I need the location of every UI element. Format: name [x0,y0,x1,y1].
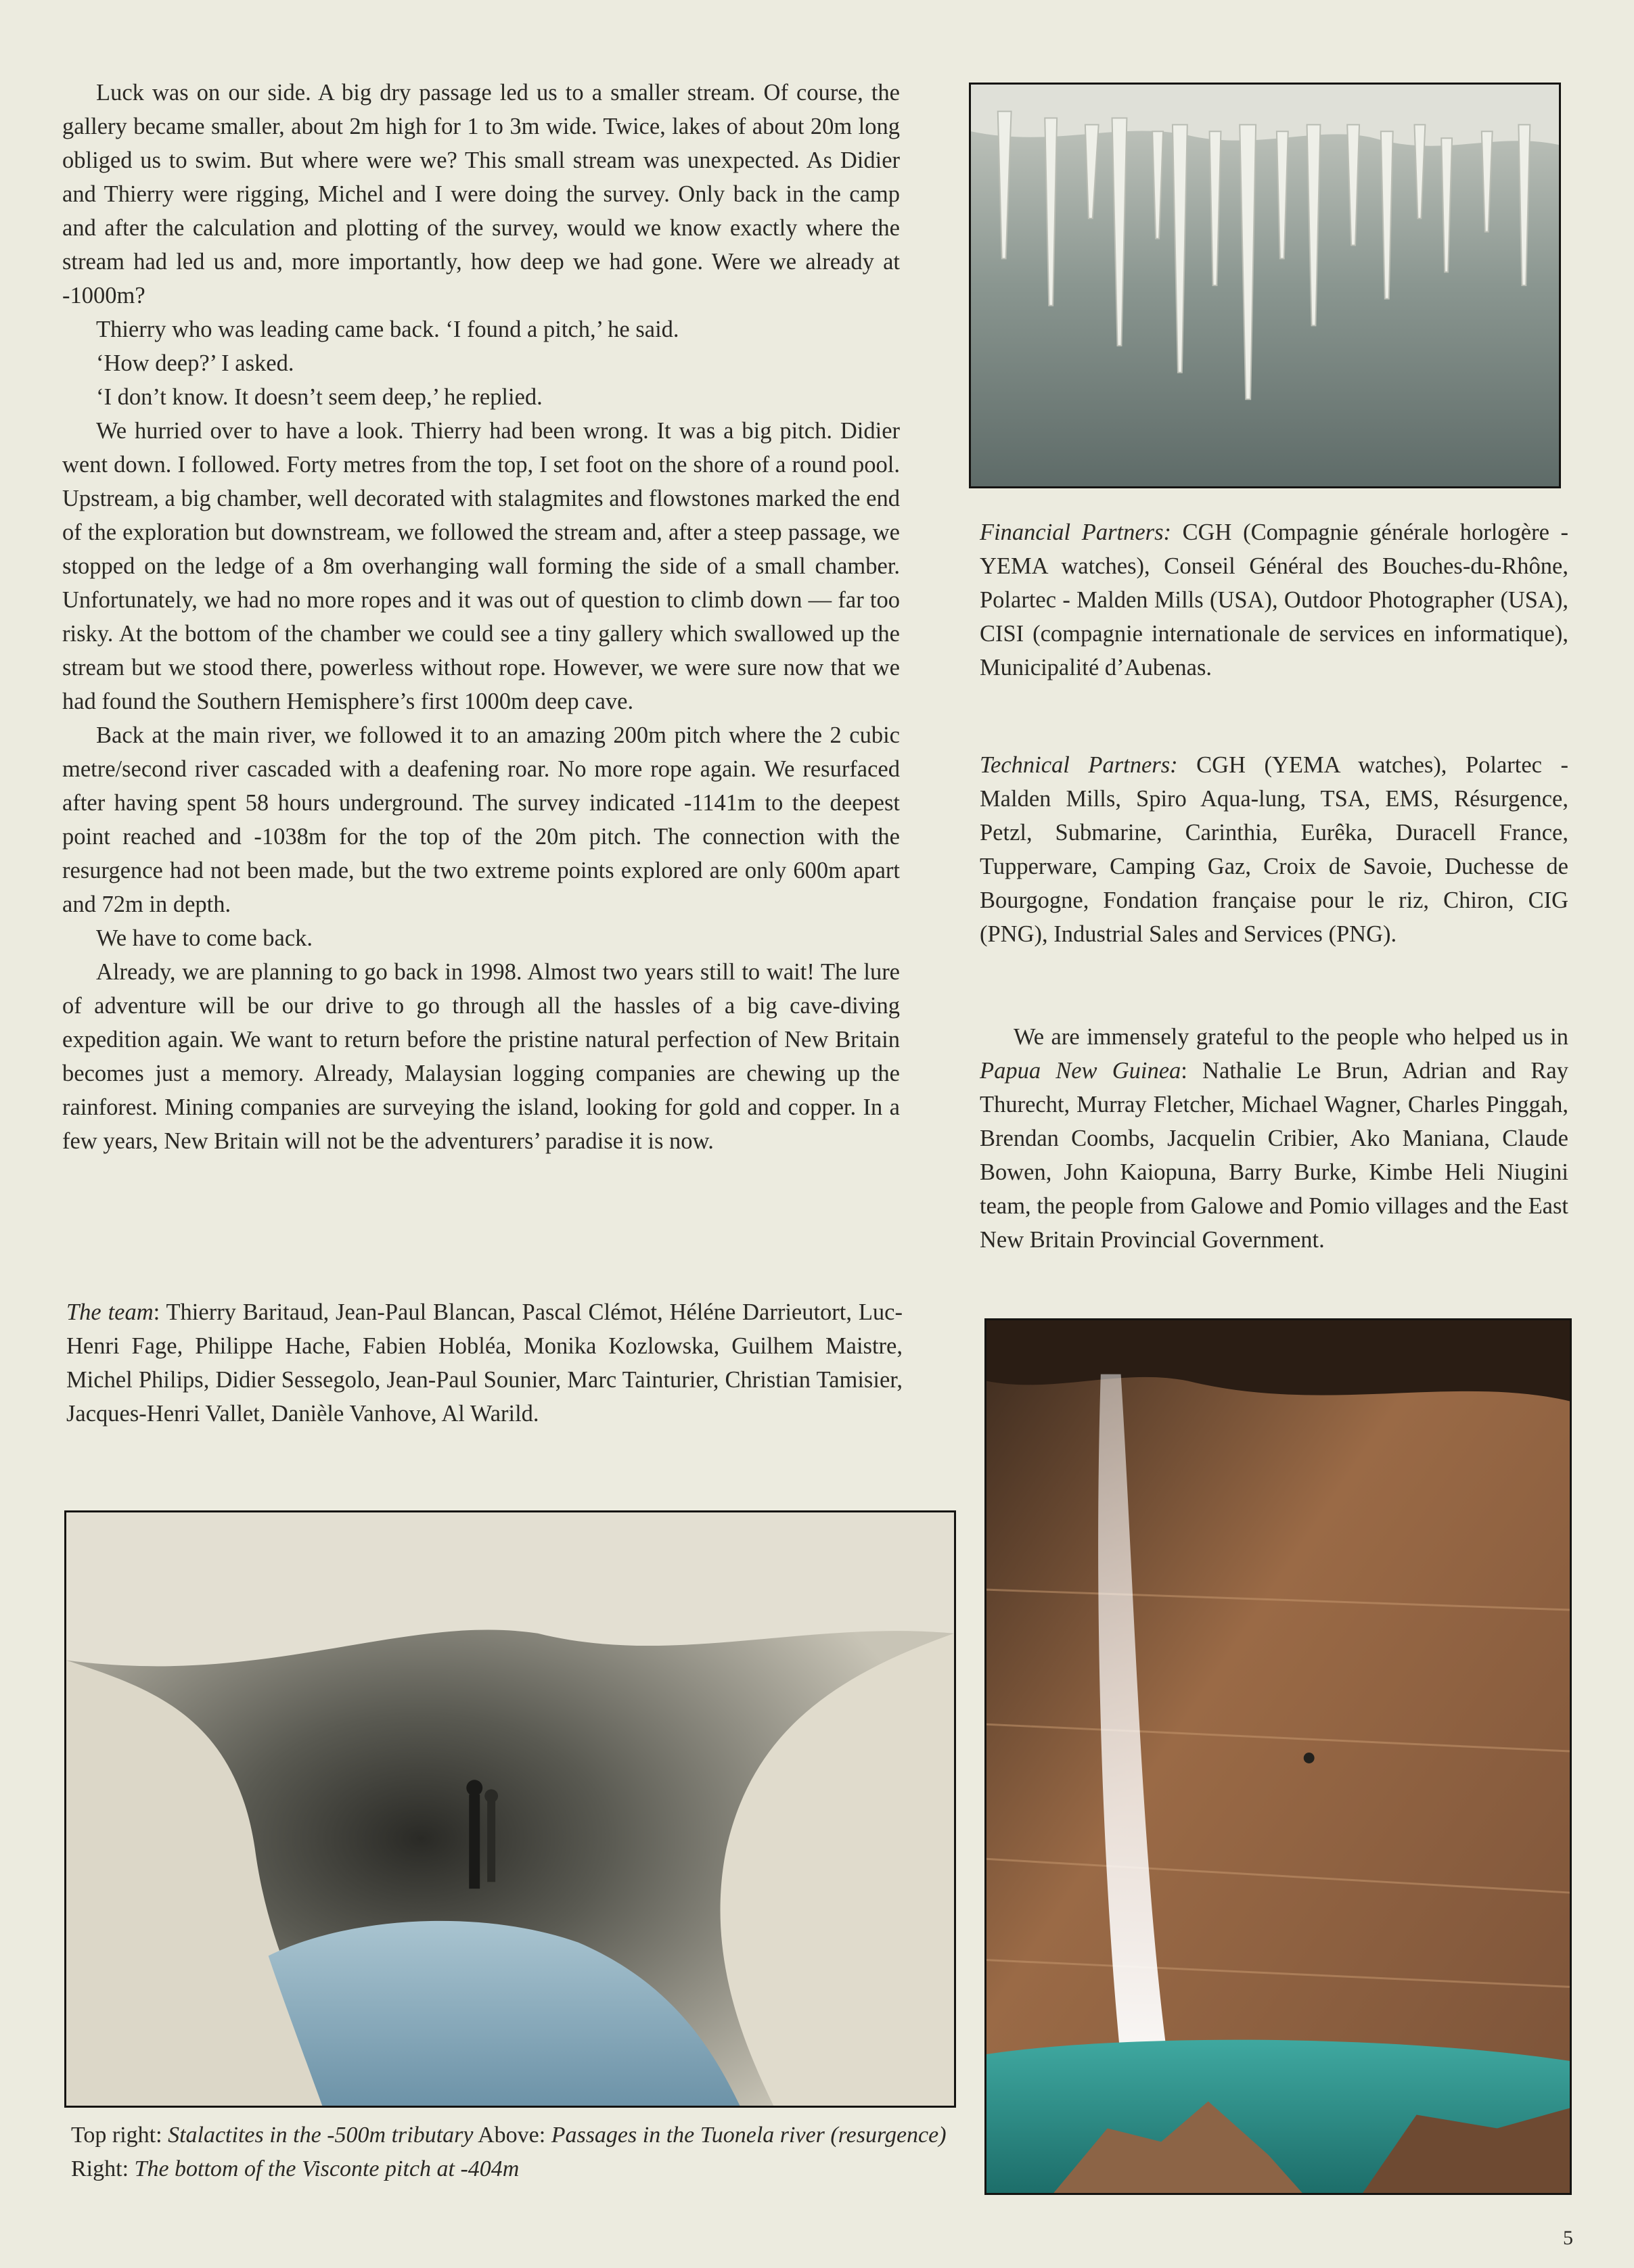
team-names: : Thierry Baritaud, Jean-Paul Blancan, Pascal Clémot, Héléne Darrieutort, Luc-Henri Fage, Philippe Hache, Fabien Hobléa, Monika Kozlowska, Guilhem Maistre, Michel Philips, Didier Sessegolo, Jean-Paul Sounier, Marc Tainturier, Christian Tamisier, Jacques-Henri Vallet, Danièle Vanhove, Al Warild. [66,1299,903,1427]
article-body [62,76,900,1158]
photo-captions [71,2119,954,2186]
paragraph: Luck was on our side. A big dry passage led us to a smaller stream. Of course, the gallery became smaller, about 2m high for 1 to 3m wide. Twice, lakes of about 20m long obliged us to swim. But where were we? This small stream was unexpected. As Didier and Thierry were rigging, Michel and I were doing the survey. Only back in the camp and after the calculation and plotting of the survey, would we know exactly where the stream had led us and, more importantly, how deep we had gone. Were we already at -1000m? [62,80,900,308]
thanks-intro: We are immensely grateful to the people who helped us in [1014,1024,1568,1050]
financial-text: CGH (Compagnie générale horlogère - YEMA watches), Conseil Général des Bouches-du-Rhône, Polartec - Malden Mills (USA), Outdoor Photographer (USA), CISI (compagnie internationale de services en informatique), Municipalité d’Aubenas. [980,519,1569,680]
technical-text: CGH (YEMA watches), Polartec - Malden Mills, Spiro Aqua-lung, TSA, EMS, Résurgence, Petzl, Submarine, Carinthia, Eurêka, Duracell France, Tupperware, Camping Gaz, Croix de Savoie, Duchesse de Bourgogne, Fondation française pour le riz, Chiron, CIG (PNG), Industrial Sales and Services (PNG). [980,752,1568,947]
technical-label: Technical Partners: [980,752,1178,778]
technical-partners [980,748,1568,951]
caption-top-right-label: Top right: [71,2123,168,2148]
stalactites-photo [969,83,1561,488]
team-label: The team [66,1299,154,1325]
paragraph: Already, we are planning to go back in 1998. Almost two years still to wait! The lure of adventure will be our drive to go through all the hassles of a big cave-diving expedition again. We want to return before the pristine natural perfection of New Britain becomes just a memory. Already, Malaysian logging companies are chewing up the rainforest. Mining companies are surveying the island, looking for gold and copper. In a few years, New Britain will not be the adventurers’ paradise it is now. [62,959,900,1154]
team-credits [66,1295,903,1431]
acknowledgements [980,1020,1568,1257]
page-number: 5 [1563,2227,1573,2249]
financial-partners [980,515,1568,685]
caption-top-right-text: Stalactites in the -500m tributary [168,2123,474,2148]
passage-photo [64,1510,956,2108]
thanks-names: : Nathalie Le Brun, Adrian and Ray Thurecht, Murray Fletcher, Michael Wagner, Charles Pinggah, Brendan Coombs, Jacquelin Cribier, Ako Maniana, Claude Bowen, John Kaiopuna, Barry Burke, Kimbe Heli Niugini team, the people from Galowe and Pomio villages and the East New Britain Provincial Government. [980,1058,1568,1253]
financial-label: Financial Partners: [980,519,1172,545]
pitch-photo [984,1318,1572,2195]
paragraph: We have to come back. [96,925,313,951]
caption-above-text: Passages in the Tuonela river (resurgence) [551,2123,947,2148]
paragraph: ‘How deep?’ I asked. [96,350,294,376]
caption-right-text: The bottom of the Visconte pitch at -404m [134,2156,520,2181]
caption-right-label: Right: [71,2156,135,2181]
paragraph: Back at the main river, we followed it to an amazing 200m pitch where the 2 cubic metre/second river cascaded with a deafening roar. No more rope again. We resurfaced after having spent 58 hours underground. The survey indicated -1141m to the deepest point reached and -1038m for the top of the 20m pitch. The connection with the resurgence had not been made, but the two extreme points explored are only 600m apart and 72m in depth. [62,722,900,917]
paragraph: We hurried over to have a look. Thierry had been wrong. It was a big pitch. Didier went down. I followed. Forty metres from the top, I set foot on the shore of a round pool. Upstream, a big chamber, well decorated with stalagmites and flowstones marked the end of the exploration but downstream, we followed the stream and, after a steep passage, we stopped on the ledge of a 8m overhanging wall forming the side of a small chamber. Unfortunately, we had no more ropes and it was out of question to climb down — far too risky. At the bottom of the chamber we could see a tiny gallery which swallowed up the stream but we stood there, powerless without rope. However, we were sure now that we had found the Southern Hemisphere’s first 1000m deep cave. [62,418,900,714]
thanks-place: Papua New Guinea [980,1058,1181,1084]
paragraph: Thierry who was leading came back. ‘I found a pitch,’ he said. [96,317,679,342]
caption-above-label: Above: [473,2123,551,2148]
paragraph: ‘I don’t know. It doesn’t seem deep,’ he replied. [96,384,543,410]
